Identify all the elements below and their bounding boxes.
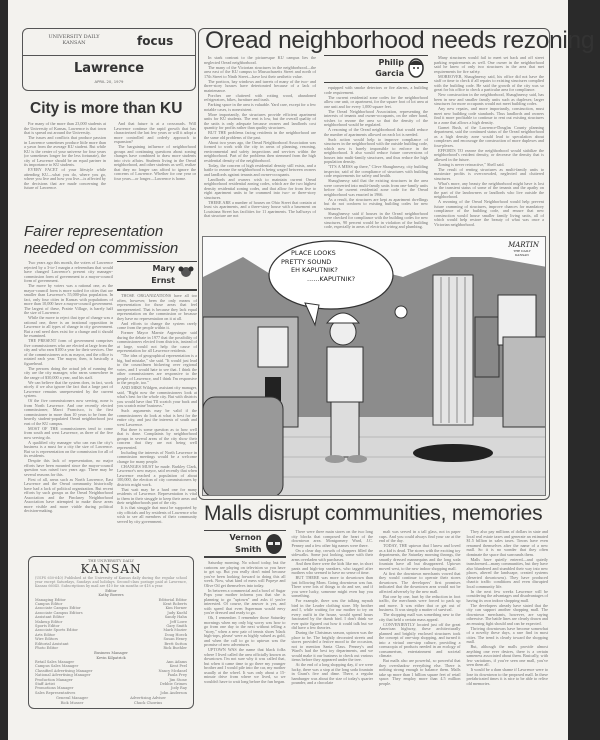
- staff-name: Nancy Mcdanel: [158, 668, 187, 673]
- paragraph: Parking space in the area is valuable. Yard care, except for a few notable cases, is nonexistent.: [204, 102, 317, 112]
- paragraph: About two years ago, the Oread Neighborhood Association was formed to work with the city in areas of planning, rezoning, environmental and safety inspections and services within the neighborhood. Part of the problems then stemmed from the high residential density of the neighborhood.: [204, 139, 316, 163]
- paragraph: BUT THE problems facing residents in the neighborhood are the same old problems of the past.: [204, 130, 316, 140]
- paragraph: For example, there was the talking mynah bird in the Leader clothing store. My brother and I, while waiting for our mother to try on every outfit in the house, would spend hours fascinated by the dumb bird. I don't think we ever quite figured out how it could talk but we did have a few theories.: [291, 598, 373, 630]
- paragraph: CONVENIENTLY located just off the great American highway, these architecturally planned and brightly enclosed structures took the concept of one-stop shopping, and turned it into a virtual one-stop culture, providing a cornucopia of products needed in an ecology of consumerism, entertainment and societal climate.: [379, 621, 461, 658]
- author-portrait-icon: [177, 264, 195, 280]
- staff-name: Jeff Lowe: [169, 619, 187, 624]
- article-body-oread-col3: [434, 56, 544, 228]
- staff-name: Kim Horner: [165, 606, 187, 611]
- paragraph: malt was served in a tall glass, not in paper cups. And you could always find your car at the end of the day.: [379, 529, 461, 543]
- paragraph: Oh, I remember. I remember those Saturday mornings when my only big worry was how to go from one day to the next without telling a "story," when a new pair of tennis shoes 'black high-tops, please' were as highly valued as gold, and when the call to go to uptown was the promise of new adventures.: [204, 615, 286, 647]
- staff-role: Associate Campus Editors: [35, 610, 83, 615]
- paragraph: As a result, the structures are kept as apartment dwellings but do not conform to existing building codes for new structures.: [324, 196, 428, 211]
- author-portrait-icon: [264, 531, 284, 557]
- paragraph: Shaughnessy said if houses in the Oread neighborhood were checked for compliance with the building codes for new structures, 90 percent would be in violation of the building code, especially in areas of electrical wiring and plumbing.: [324, 210, 428, 229]
- paragraph: Any new repairs, and more importantly, construction, must meet new building code standards. Thus landlords and owners find it more profitable to continue to rent out existing structures in a zone that allows a high density.: [434, 106, 544, 125]
- staff-role: National Advertising Manager: [35, 673, 91, 678]
- paragraph: Today, the concern of high residential density still exists, and a battle to rezone the neighborhood is being waged between owners and landlords against tenants and owner-occupants.: [204, 162, 316, 177]
- editorial-cartoon: [202, 236, 546, 496]
- staff-role: Assistant Editor: [35, 615, 65, 620]
- staff-name: Ann Adams: [166, 659, 187, 664]
- staff-role: Photo Editor: [35, 646, 59, 651]
- paragraph: Malls have quietly entered—and quietly transformed—many communities, but they have also blundered and stumbled their way into new places, altered the landscape, created systems (deserted downtowns). They have produced chaotic traffic conditions and even disrupted local community life.: [466, 556, 548, 589]
- masthead-logo: KANSAN: [80, 562, 142, 577]
- staff-name: Mark Mozier: [163, 628, 187, 633]
- staff-role: Campus Editor: [35, 602, 63, 607]
- staff-name: Sandy Hahn: [164, 615, 187, 620]
- paragraph: But, although the malls provide almost anything one ever desires, there is a certain sameness associated about them. Basically, with few variations, if you've seen one mall, you've seen them all.: [466, 644, 548, 667]
- paragraph: But one by one, hurt by the reduction in foot traffic, the merchants were forced to pack up and move. It was either that or get out of business. It was simply a matter of survival.: [379, 593, 461, 612]
- headline-city: City is more than KU: [30, 100, 183, 117]
- section-title: Lawrence: [73, 61, 145, 76]
- paragraph: At first the downtown merchants vowed that they would continue to operate their stores downtown. The developers' first promises indicated that the downtown area would not be affected adversely by the new mall.: [379, 570, 461, 594]
- article-body-oread-col1: [204, 56, 316, 219]
- paragraph: What's more, any beauty the neighborhood might have is lost to the transient status of some of the tenants and the apathy on the part of the landowners or landlords who live outside the neighborhood.: [434, 180, 544, 199]
- paragraph: But malls also are powerful, so powerful that they overshadow everything else. There is nothing strong enough to balance them. Malls take up more than 1 billion square feet of retail space. They employ more than 4.5 million people.: [379, 658, 461, 686]
- paragraph: "IT'S A MESS up there," Cleve Shaughnessy, city building inspector, said of the compliance of structures with building code requirements for safety and health.: [324, 164, 428, 178]
- paragraph: And then there were the kids like me, in short pants and high-top sneakers, who tagged after mothers who seemed to have no sense of time.: [291, 561, 373, 575]
- staff-name: Debbie Grimes: [159, 681, 187, 686]
- staff-name: John Anderson: [160, 690, 187, 695]
- cartoonist-signature: MARTIN THE DAILY KANSAN: [508, 241, 539, 257]
- staff-role: Staff Artist: [35, 681, 55, 686]
- paragraph: The shopping mall was something new to the city that held a certain mass appeal.: [379, 612, 461, 622]
- headline-fair: Fairer representation needed on commission: [24, 223, 179, 257]
- paragraph: The current residential zone codes for the neighborhood allow one unit, or apartment, for the square foot of lot area at one unit and for every 1,000 square feet.: [324, 94, 428, 109]
- article-body-oread-col2: [324, 86, 428, 230]
- staff-name: Susan Henry: [163, 637, 187, 642]
- staff-name: Rick Buehler: [163, 646, 187, 651]
- article-body-malls: [204, 530, 548, 686]
- paper-name: UNIVERSITY DAILY KANSAN: [48, 34, 100, 46]
- author-portrait-icon: [406, 56, 426, 82]
- staff-role: Retail Sales Manager: [35, 659, 75, 664]
- paragraph: Such action would help to improve compliance of structures in the neighborhood with the outside building code, which now is barely impossible to enforce in the neighborhood. It also would reduce future conversions of houses into multi-family structures, and thus reduce the high population density.: [324, 136, 428, 164]
- paragraph: The Oread Neighborhood Association, representing the interests of tenants and owner-occupants, on the other hand, wishes to rezone the area so that the density of the neighborhood would be regulated.: [324, 108, 428, 127]
- paragraph: Many structures would fail to meet set back and off street parking requirements as well. One owner in the neighborhood said he knew of only two structures in the area that met requirements for fire safety.: [434, 55, 544, 74]
- paragraph: New construction in the neighborhood, Shaughnessy said, has been in new and smaller family units such as duplexes; larger structures for more occupants would not meet building codes.: [434, 92, 544, 106]
- staff-role: Arts Editor: [35, 632, 56, 637]
- staff-name: Editorial Editor: [158, 597, 187, 602]
- section-label: focus: [137, 34, 174, 48]
- paragraph: There were three main stores on the two long city blocks that composed the heart of the downtown area. Montgomery Ward, J.C. Penney and a few other big names were there.: [291, 529, 373, 548]
- paragraph: EFFORTS TO rezone the neighborhood would stabilize the neighborhood's resident density, or decrease the density that is allowed in the future.: [434, 147, 544, 162]
- paragraph: A rezoning of the Oread Neighborhood would help prevent future cramming of structures, improve chances for mandatory compliance of the building code, and ensure that new construction would house smaller family living units, all of which would help restore the beauty of what was once a Victorian neighborhood.: [434, 199, 544, 227]
- article-body-fair-col2: THOSE ORGANIZATIONS have all too often, however, been the only means of representation for those areas that feel unrepresented. That is because they lack equal representation on the commission or because they have no representation on it at all. And efforts to change the system rarely come from the people within it. Former Mayor Marnie Argersinger said during the debate in 1977 that the possibility of commissioners elected from districts, instead of at large, would not help the cause of representation for all Lawrence residents. "The idea of geographical representation is a big, bad mistake," she said. "It would just lead to the councilmen bickering over regional votes, and I would hate to see that. I think the other commissioners are responsive to the people of Lawrence, and I think I'm responsive to the people, too." AND MIKE Wildgen, assistant city manager, said, "Right now the commissioners look at what's best for the whole city. But with districts you would have that 'I'll scratch your back and you scratch mine' business." Such arguments may be valid if the commissioners do look at what is best for the entire city, and just the interests of south and west Lawrence. But there is some question as to how well that is done. Complaints by neighborhood groups in several areas of the city show their concern that they are not being well represented. Including the interests of North Lawrence in commission meetings would be a welcome change for many people. CHANGES MUST be made. Barkley Clark, Lawrence's new mayor, said recently that when Lawrence reached a population of about 100,000, the election of city commissioners by districts might work. That wait may be a hard one for many residents of Lawrence. Representation is vital to them in their struggle to keep their areas and their neighborhoods part of the city. It is that struggle that must be supported by city officials and by residents of Lawrence who wish to see all members of their community served by city government.: [117, 293, 198, 524]
- staff-name: Kent Roberts: [163, 602, 187, 607]
- byline-vernon-smith: Vernon Smith: [204, 530, 286, 558]
- paragraph: Shaughnessy said that the existing structures in the area were converted into multi-family units from one-family units before the current residential zone code for the Oread neighborhood was enacted in 1966.: [324, 178, 428, 197]
- staff-row: [35, 691, 187, 695]
- staff-role: Managing Editor: [35, 597, 66, 602]
- paragraph: It would be a darn shame if Lawrence were to lose its downtown to the proposed mall. In these prefabricated times it is nice to be able to relive old memories.: [466, 667, 548, 686]
- divider: [23, 55, 195, 56]
- issue-date: APRIL 20, 1979: [94, 79, 124, 84]
- business-staff-list: [35, 660, 187, 695]
- malls-paragraphs-3: [379, 530, 461, 686]
- paragraph: The result of renting structures as multi-family units to maximize profits is overcrowded, neglected and cluttered structures.: [434, 166, 544, 181]
- paragraph: In stark contrast to the picturesque KU campus lies the neglected Oread neighborhood.: [204, 55, 316, 65]
- paragraph: The porticos, bay windows and turrets of many of the two- and three-story houses have deteriorated because of a lack of maintenance.: [204, 78, 316, 93]
- byline-mary-ernst: Mary Ernst: [117, 261, 197, 291]
- paragraph: TODAY, THE uptown that I knew and loved as a kid is dead. The stores with the exciting toy departments, the Saturday morning throngs, the smartly dressed mannequins and the long soda fountain have all but disappeared. Uptown moved west, to the new indoor shopping mall.: [379, 543, 461, 571]
- staff-name: Paula Frey: [167, 673, 187, 678]
- staff-name: Jody Ray: [170, 686, 187, 691]
- paragraph: At the end of a long shopping day, if we were lucky, there was a stop at the long soda fountain in Grant's five and dime. There, a regular hamburger was about the size of today's quarter pounder, and a chocolate: [291, 662, 373, 685]
- staff-role: Associate Campus Editor: [35, 606, 81, 611]
- staff-name: Brett Sutton: [164, 641, 187, 646]
- staff-role: Associate Sports Editor: [35, 628, 78, 633]
- newspaper-page: [8, 0, 595, 740]
- article-body-fair-col1: Two years ago this month, the voters of Lawrence rejected by a 3-to-1 margin a referendum that would have changed Lawrence's present city manager-commission form of government to a mayor-council form of government. The move by voters was a rational one, as the mayor-council form is more suited for cities that are smaller than Lawrence's 55,000-plus population. In fact, only four cities in Kansas with populations of more than 10,000 have a mayor-council government. The largest of these, Prairie Village, is barely half the size of Lawrence. While the move to reject that type of change was a rational one, there is an irrational opposition in Lawrence to all types of change in city government. But a real need does exist for a change and it should be examined. THE PRESENT form of government comprises five commissioners who are elected at large from the city and who earn $100 a year for their services. One of the commissioners acts as mayor, and the office is rotated each year. The mayor, then, is basically a figurehead. The persons doing the actual job of running the city are the city manager, who earns somewhere in the range of $30,000 a year, and his staff. We can believe that the system does, in fact, work nicely if we also ignore the fact that a large part of Lawrence remains unrepresented by the current system. Of the five commissioners now serving, none is from North Lawrence. And one recently elected commissioner, Marci Francisco, is the first commissioner in more than 10 years to be from the heavily student-populated Oread neighborhood just east of the KU campus. MOST OF THE commissioners tend to come from south and west Lawrence, as three of the five now serving do. A qualified city manager who can run the city's business is a must for a city the size of Lawrence. But so is representation on the commission for all of its residents. Despite this lack of representation, no major efforts have been mounted since the mayor-council question was raised two years ago. There may be several reasons for this. First of all, areas such as North Lawrence, East Lawrence and the Oread community historically have had a lack of political organization. But recent efforts by such groups as the Oread Neighborhood Association and the Pinckney Neighborhood Association have attempted to make those areas more visible and more viable during political decision-making.: [24, 260, 113, 513]
- staff-role: Sales Representatives: [35, 690, 76, 695]
- staff-role: Production Manager: [35, 677, 73, 682]
- headline-malls: Malls disrupt communities, memories: [204, 502, 543, 525]
- paragraph: Porches are cluttered with rotting wood, abandoned refrigerators, bikes, furniture and trash.: [204, 92, 316, 102]
- staff-name: Gary Smith: [166, 624, 187, 629]
- paragraph: BUT THERE was more to downtown than just following Mom. Going downtown was fun. There were lots of things to do and see, and if you were lucky, someone might even buy you something.: [291, 575, 373, 598]
- paragraph: More importantly, the structures provide efficient apartment units for KU students. The rent is low, but the overall quality of the units is only adequate because owners and landlords cost quantity for profits rather than quality structures.: [204, 111, 316, 130]
- staff-name: Kent Peel: [169, 664, 187, 669]
- article-body-city: For many of the more than 23,000 students at the University of Kansas, Lawrence is that town that is spread out around the University. The issues and conflicts that produce passion in Lawrence sometimes produce little more than a yawn from the average KU student. But while KU is the center of your universe for four years (or sometimes longer for the less fortunate), the city of Lawrence should be an equal partner in its importance to KU students. EVERY FACET of your lifestyle while attending KU—what you do, where you go, where you live and how you live—is affected by the decisions that are made concerning the future of Lawrence. And that future is at a crossroads. Will Lawrence continue the rapid growth that has characterized the last few years or will it adopt a more controlled and orderly approach to expansion? The bargaining influence of neighborhood groups and continuing questions about zoning changes have combined to draw more students into civic affairs. Students living in the Oread neighborhood, and other students as well, realize that they no longer can afford to ignore the concerns of Lawrence. Whether for one year or four years—or longer—Lawrence is home.: [24, 121, 196, 190]
- staff-role: Campus Sales Manager: [35, 664, 79, 669]
- byline-philip-garcia: Philip Garcia: [324, 55, 428, 83]
- malls-paragraphs-2: [292, 562, 374, 686]
- staff-name: Judy Kuehl: [167, 610, 187, 615]
- staff-role: Sports Editor: [35, 624, 60, 629]
- staff-role: Makeup Editor: [35, 619, 63, 624]
- section-header: [22, 28, 196, 91]
- staff-list: [35, 598, 187, 651]
- speech-bubble: PLACE LOOKS PRETTY SOUND EH KAPUTNIK? ......KAPUTNIK?: [281, 249, 356, 283]
- staff-role: Classified Advertising Manager: [35, 668, 93, 673]
- paragraph: In the next few weeks Lawrence will be considering the advantages and disadvantages of having its own indoor shopping mall.: [466, 588, 549, 603]
- paragraph: Garnet Bush, of the Lawrence-Douglas County planning department, said the continued status of the Oread neighborhood as a high density zone would lead to speculation about complexes and encourage the construction of more duplexes and four-plexes.: [434, 124, 544, 148]
- paragraph: The many of the Victorian structures in the neighborhood—the area east of the KU campus to Massachusetts Street and north of 17th Street to Ninth Street—have lost their aesthetic value.: [204, 64, 316, 79]
- paragraph: THERE ARE a number of houses on Ohio Street that contain at least six apartments, and a three-story house with a basement on Louisiana Street has facilities for 11 apartments. The hallways of that structure are not: [204, 199, 316, 218]
- paragraph: A rezoning of the Oread neighborhood that would reduce the number of apartments allowed on each lot is needed.: [324, 127, 428, 137]
- headline-oread: Oread neighborhood needs rezoning: [205, 27, 595, 54]
- staff-role: Promotions Manager: [35, 686, 74, 691]
- paragraph: Saturday morning. No school today, but the cartoons are playing on television so you have to get up. But you really don't mind because you've been looking forward to doing this all week. Now, what kind of mess will Popeye and Olive Oil get themselves into today.: [204, 560, 286, 588]
- paragraph: Landlords and owners wish to maintain current Oread neighborhood residential zoning codes, which are the two highest density residential zoning codes, and that allow for from five to eight apartment units to be crammed into two- or three-story structures.: [204, 176, 316, 200]
- paragraph: equipped with smoke detectors or fire alarms, a building code requirement.: [324, 85, 428, 95]
- paragraph: During the Christmas season, uptown was the place to be. The brightly decorated streets and stores provided a festive mood to the occasion, not to mention Santa Claus. Penney's and Ward's had the best toy departments, and we would make it our business to check out various items before they appeared under the tree.: [291, 630, 373, 662]
- paragraph: MOREOVER, Shaughnessy said, his office did not have the staff or time to check if all repairs to existing structures complied with the building code. He said the growth of the city was so great for his office to check a particular area for compliance.: [434, 73, 544, 92]
- paragraph: They also pay millions of dollars in state and local real estate taxes and generate an estimated $1.5 billion in sales taxes. Towns have even renamed themselves after the name of a new mall. So it is no wonder that they often dominate the space that surrounds them.: [466, 529, 548, 557]
- kansan-masthead: THE UNIVERSITY DAILY KANSAN (USPS 650-640) Published at the University of Kansas daily during the regular school year except Saturdays, Sundays and holidays. Second-class postage paid at Lawrence, Kansas 66045. Subscriptions by mail are $10 for six months or $18 a year. Editor Kathy Bowers Managing Editor Editorial Editor Campus Editor Kent Roberts Associate Campus Editor Kim Horner Associate Campus Editors Judy Kuehl Assistant Editor Sandy Hahn Makeup Editor Jeff Lowe Sports Editor Gary Smith Associate Sports Editor Mark Mozier Arts Editor Doug Hoeck Wire Editors Susan Henry Editorial Assistant Brett Sutton Photo Editor Rick Buehler Business Manager Kevin Kilpatrick Retail Sales Manager Ann Adams Campus Sales Manager Kent Peel Classified Advertising Manager Nancy Mcdanel National Advertising Manager Paula Frey Production Manager Jim Stone Staff Artist Debbie Grimes Promotions Manager Jody Ray Sales Representatives John Anderson General Manager Rick Musser Advertising Adviser Chuck Chowins: [28, 556, 194, 709]
- paragraph: Zoning is never retroactive," Shell said.: [438, 161, 505, 167]
- staff-row: [35, 646, 187, 650]
- staff-role: Wire Editors: [35, 637, 59, 642]
- paragraph: Thriving downtowns have become somewhat of a novelty these days, a rare find in most cities. The trend is clearly toward the shopping mall.: [466, 625, 548, 644]
- paragraph: UPTOWN WAS the name that black folks where I lived called the area officially known as downtown. I'm not sure why it was called that, but when it came time to go there my younger brother and I would pile into the car, my mother usually at the wheel. It was only about a 15-minute drive from where we lived, so we wouldn't have to wait long before the fun began.: [204, 647, 286, 684]
- paragraph: In between a commercial and a bowl of Sugar Pops your mother informs you that she is planning to go "uptown" and asks if you're interested. Of course, the answer is yes, and with speed that even Superman would envy you're dressed and ready to go.: [204, 587, 286, 615]
- paragraph: The developers already have stated that the city can support another shopping mall. The downtown merchants, however, are saying otherwise. The battle lines are clearly drawn and an ensuing fight should and can be expected.: [466, 602, 548, 626]
- staff-role: Editorial Assistant: [35, 641, 69, 646]
- malls-paragraphs-4: [467, 530, 549, 686]
- staff-name: Jim Stone: [169, 677, 187, 682]
- paragraph: On a clear day, crowds of shoppers filled the sidewalks. Some just looking, some with their arms overladen with purchases.: [291, 547, 373, 562]
- staff-name: Doug Hoeck: [164, 632, 187, 637]
